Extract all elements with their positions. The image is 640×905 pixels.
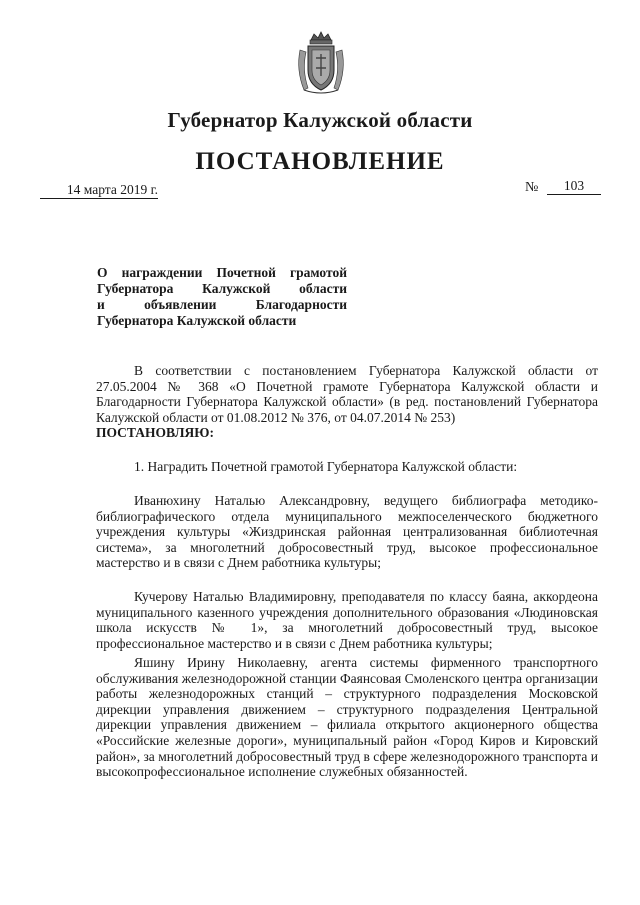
awardee-paragraph: Яшину Ирину Николаевну, агента системы фирменного транспортного обслуживания железнодорожной станции Фаянсовая Смоленского центра организации работы железнодорожных станций – структурного подразделения Московской дирекции управления движением – структурного подразделения Центральной дирекции управления движением – филиала открытого акционерного общества «Российские железные дороги», муниципальный район «Город Киров и Кировский район», за многолетний добросовестный труд в сфере железнодорожного транспорта и высокопрофессиональное исполнение служебных обязанностей. [96,655,598,780]
subject-line: Губернатора Калужской области [97,281,347,296]
awardee-paragraph: Кучерову Наталью Владимировну, преподавателя по классу баяна, аккордеона муниципального казенного учреждения дополнительного образования «Людиновская школа искусств № 1», за многолетний добросовестный труд, высокое профессиональное мастерство и в связи с Днем работника культуры; [96,589,598,651]
document-number: 103 [547,178,601,195]
awardee-paragraph: Иванюхину Наталью Александровну, ведущего библиографа методико-библиографического отдела муниципального межпоселенческого бюджетного учреждения культуры «Жиздринская районная централизованная библиотечная система», за многолетний добросовестный труд, высокое профессиональное мастерство и в связи с Днем работника культуры; [96,493,598,571]
preamble-text: В соответствии с постановлением Губернатора Калужской области от 27.05.2004 № 368 «О Почетной грамоте Губернатора Калужской области и Благодарности Губернатора Калужской области» (в ред. постановлений Губернатора Калужской области от 01.08.2012 № 376, от 04.07.2014 № 253) [96,363,598,425]
document-subject [97,265,347,329]
award-item-heading: 1. Наградить Почетной грамотой Губернатора Калужской области: [134,459,518,474]
subject-line: О награждении Почетной грамотой [97,265,347,280]
preamble-block [96,363,598,441]
issuer-title: Губернатор Калужской области [167,108,473,132]
subject-line: и объявлении Благодарности [97,297,347,312]
document-type: ПОСТАНОВЛЕНИЕ [195,148,445,175]
coat-of-arms-icon [294,30,348,96]
document-date: 14 марта 2019 г. [40,182,158,199]
number-sign: № [525,180,539,195]
subject-line: Губернатора Калужской области [97,313,297,328]
decree-word: ПОСТАНОВЛЯЮ: [96,425,214,441]
